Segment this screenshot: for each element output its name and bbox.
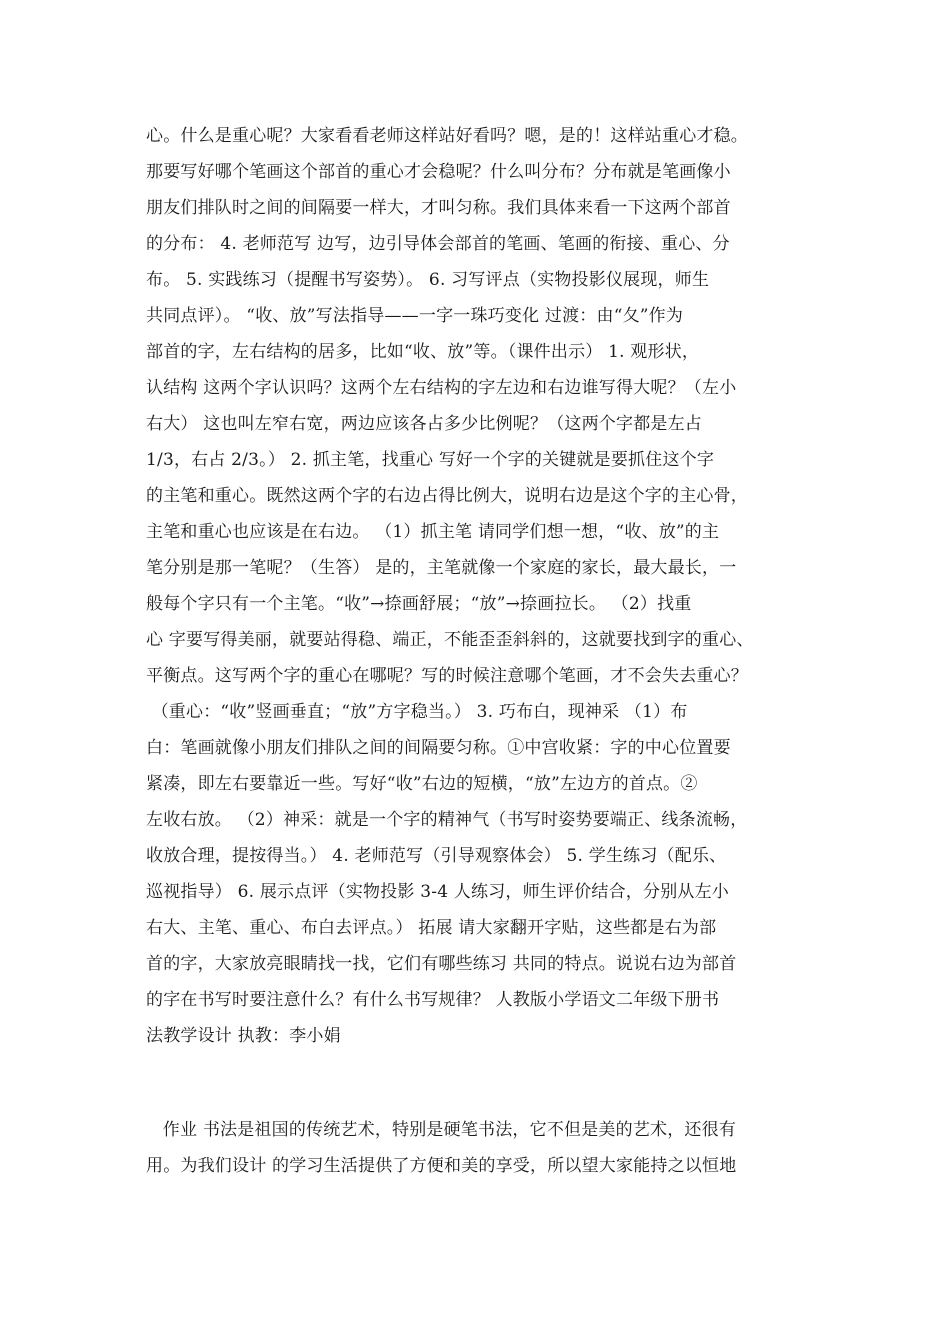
text-line: 左收右放。 （2）神采：就是一个字的精神气（书写时姿势要端正、线条流畅，: [146, 810, 748, 830]
text-line: 认结构 这两个字认识吗？这两个左右结构的字左边和右边谁写得大呢？（左小: [146, 378, 737, 398]
text-line: 的分布： 4. 老师范写 边写，边引导体会部首的笔画、笔画的衔接、重心、分: [146, 234, 730, 254]
text-line: 主笔和重心也应该是在右边。 （1）抓主笔 请同学们想一想，“收、放”的主: [146, 522, 720, 542]
text-line: 用。为我们设计 的学习生活提供了方便和美的享受，所以望大家能持之以恒地: [146, 1156, 737, 1176]
text-line: 部首的字，左右结构的居多，比如“收、放”等。（课件出示） 1. 观形状，: [146, 342, 700, 362]
text-line: 紧凑，即左右要靠近一些。写好“收”右边的短横，“放”左边方的首点。②: [146, 774, 698, 794]
text-line: 朋友们排队时之间的间隔要一样大，才叫匀称。我们具体来看一下这两个部首: [146, 198, 731, 218]
text-line: 首的字，大家放亮眼睛找一找，它们有哪些练习 共同的特点。说说右边为部首: [146, 954, 737, 974]
text-line: 收放合理，提按得当。） 4. 老师范写（引导观察体会） 5. 学生练习（配乐、: [146, 846, 727, 866]
text-line: 右大、主笔、重心、布白去评点。） 拓展 请大家翻开字贴，这些都是右为部: [146, 918, 717, 938]
text-line: 巡视指导） 6. 展示点评（实物投影 3-4 人练习，师生评价结合，分别从左小: [146, 882, 730, 902]
text-line: 白：笔画就像小朋友们排队之间的间隔要匀称。①中宫收紧：字的中心位置要: [146, 738, 731, 758]
text-line: 的主笔和重心。既然这两个字的右边占得比例大，说明右边是这个字的主心骨，: [146, 486, 748, 506]
text-line: 心 字要写得美丽，就要站得稳、端正，不能歪歪斜斜的，这就要找到字的重心、: [146, 630, 754, 650]
text-line: （重心：“收”竖画垂直；“放”方字稳当。） 3. 巧布白，现神采 （1）布: [146, 702, 688, 722]
text-line: 那要写好哪个笔画这个部首的重心才会稳呢？什么叫分布？分布就是笔画像小: [146, 162, 731, 182]
text-line: 心。什么是重心呢？大家看看老师这样站好看吗？嗯，是的！这样站重心才稳。: [146, 126, 748, 146]
text-line: 共同点评）。 “收、放”写法指导——一字一珠巧变化 过渡：由“夂”作为: [146, 306, 684, 326]
text-line: 法教学设计 执教：李小娟: [146, 1026, 341, 1046]
text-line: 般每个字只有一个主笔。“收”→捺画舒展；“放”→捺画拉长。 （2）找重: [146, 594, 692, 614]
text-line: 笔分别是那一笔呢？（生答） 是的，主笔就像一个家庭的家长，最大最长，一: [146, 558, 737, 578]
text-line: 的字在书写时要注意什么？有什么书写规律？ 人教版小学语文二年级下册书: [146, 990, 720, 1010]
text-line: 布。 5. 实践练习（提醒书写姿势）。 6. 习写评点（实物投影仪展现，师生: [146, 270, 710, 290]
text-line: 平衡点。这写两个字的重心在哪呢？写的时候注意哪个笔画，才不会失去重心？: [146, 666, 748, 686]
text-line: 右大） 这也叫左窄右宽，两边应该各占多少比例呢？（这两个字都是左占: [146, 414, 703, 434]
text-line: 1/3，右占 2/3。） 2. 抓主笔，找重心 写好一个字的关键就是要抓住这个字: [146, 450, 715, 470]
text-line: 作业 书法是祖国的传统艺术，特别是硬笔书法，它不但是美的艺术，还很有: [146, 1120, 737, 1140]
